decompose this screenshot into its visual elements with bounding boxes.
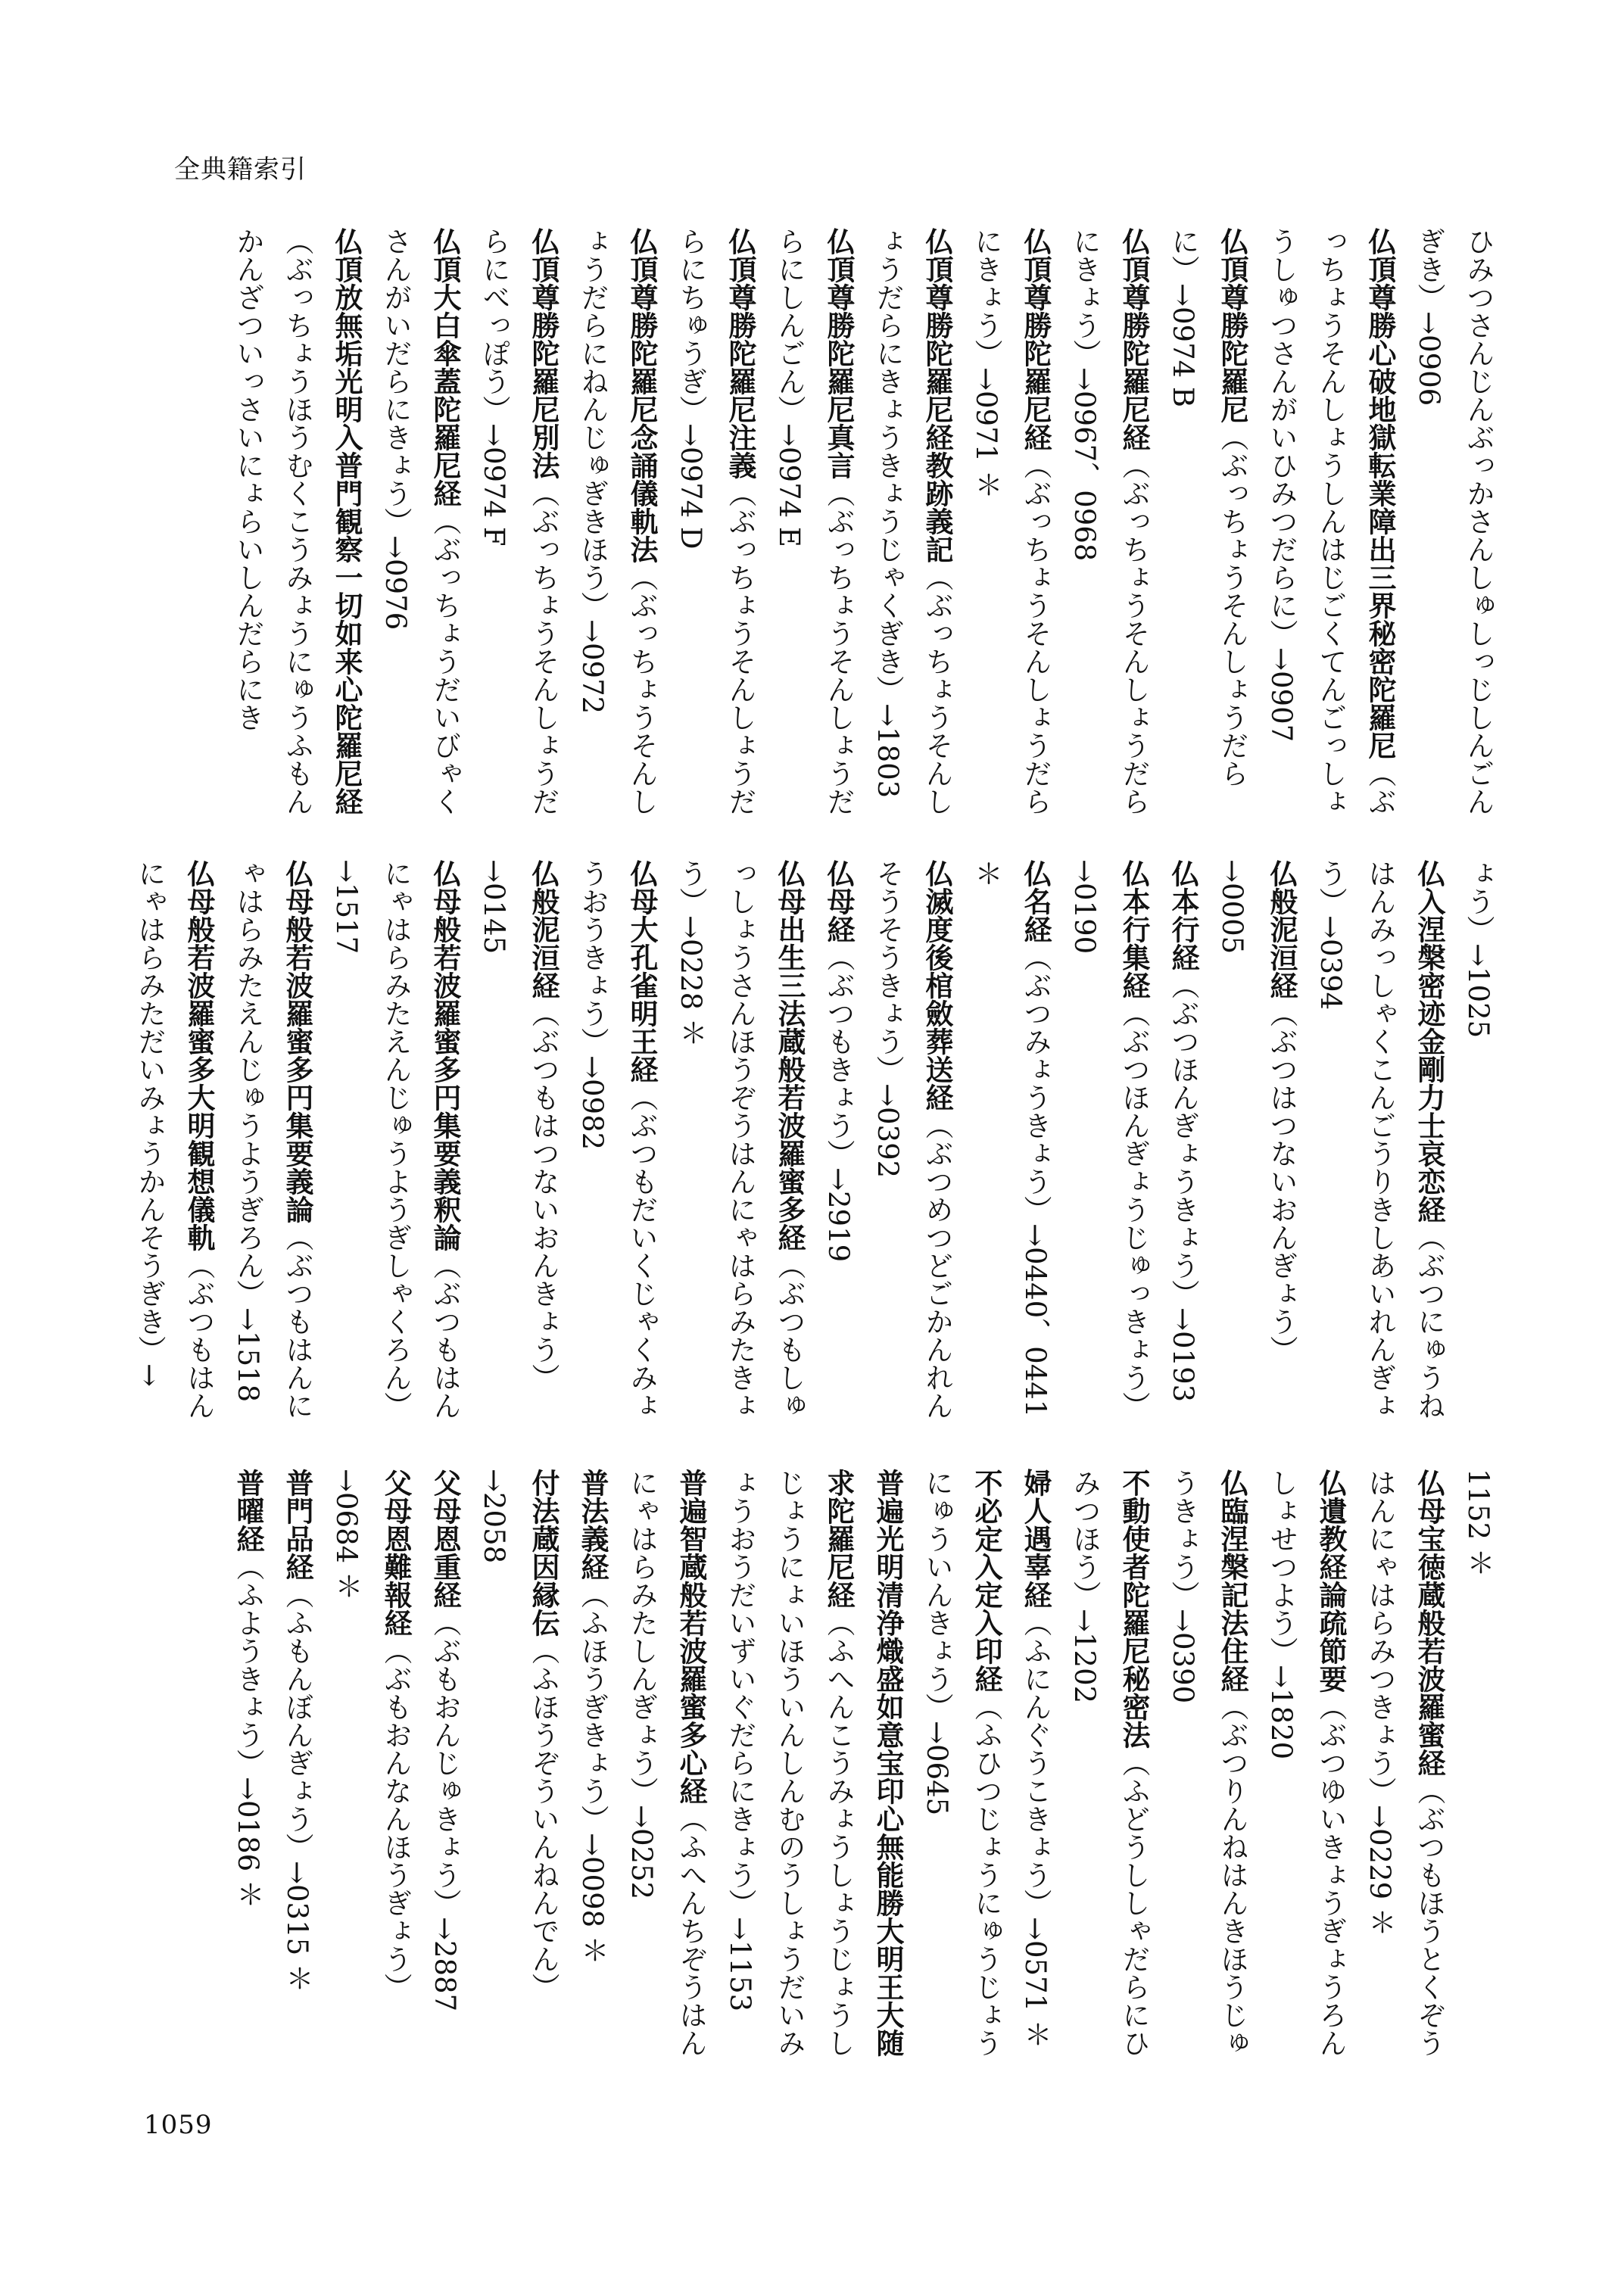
- entry-reading: ょう）→1025: [1462, 859, 1495, 1039]
- index-entry: [1011, 1469, 1060, 2067]
- index-entry: [1454, 859, 1503, 1435]
- entry-heading: 仏般泥洹経: [527, 859, 560, 999]
- entry-reading: （ぶっちょうそんしょうだらにねんじゅぎきほう）→0972: [576, 227, 658, 815]
- index-entry: [420, 1469, 469, 2067]
- entry-reading: （ふひつじょうにゅうじょうにゅういんきょう）→0645: [921, 1469, 1002, 2057]
- index-entry: [223, 1469, 273, 2067]
- entry-heading: 普遍智蔵般若波羅蜜多心経: [675, 1469, 707, 1805]
- entry-heading: 普遍光明清浄熾盛如意宝印心無能勝大明王大随求陀羅尼経: [822, 1469, 904, 2057]
- index-entry: [469, 859, 568, 1435]
- entry-reading: ひみつさんじんぶっかさんしゅしっじしんごんぎき）→0906: [1413, 227, 1495, 815]
- index-entry: [863, 859, 962, 1435]
- entry-reading: （ぶつはつないおんぎょう）→0005: [1216, 859, 1298, 1363]
- index-entry: [1060, 227, 1158, 825]
- index-entry: [223, 227, 371, 825]
- entry-heading: 不必定入定入印経: [970, 1469, 1002, 1693]
- entry-heading: 仏母宝徳蔵般若波羅蜜経: [1413, 1469, 1445, 1777]
- entry-heading: 仏本行経: [1167, 859, 1199, 971]
- entry-reading: （ぶつりんねはんきほうじゅうきょう）→0390: [1167, 1469, 1248, 2057]
- index-entry: [1060, 1469, 1158, 2067]
- index-entry: [322, 1469, 420, 2067]
- entry-heading: 仏頂尊勝陀羅尼経: [1117, 227, 1150, 451]
- entry-heading: 仏般泥洹経: [1265, 859, 1298, 999]
- index-tier-middle: [129, 859, 1503, 1435]
- entry-reading: （ぶつもだいくじゃくみょうおうきょう）→0982: [576, 859, 658, 1419]
- entry-reading: （ぶつほんぎょうきょう）→0193: [1167, 971, 1199, 1403]
- index-entry: [617, 1469, 715, 2067]
- index-entry: [912, 1469, 1011, 2067]
- index-entry: [568, 859, 666, 1435]
- index-entry: [765, 227, 863, 825]
- index-entry: [962, 227, 1060, 825]
- entry-heading: 仏遺教経論疏節要: [1314, 1469, 1347, 1693]
- entry-heading: 仏母般若波羅蜜多円集要義釈論: [429, 859, 461, 1251]
- entry-heading: 不動使者陀羅尼秘密法: [1117, 1469, 1150, 1749]
- entry-reading: （ぶつもはつないおんきょう）→0145: [478, 859, 560, 1391]
- index-entry: [715, 1469, 912, 2067]
- entry-reading: （ぶつゆいきょうぎょうろんしょせつよう）→1820: [1265, 1469, 1347, 2057]
- entry-reading: （ふへんこうみょうしょうじょうしじょうにょいほういんしんむのうしょうだいみょうおうだいずいぐだらにきょう）→1153: [724, 1469, 855, 2057]
- entry-heading: 父母恩重経: [429, 1469, 461, 1609]
- index-entry: [371, 227, 469, 825]
- index-entry: [666, 859, 814, 1435]
- entry-heading: 仏母般若波羅蜜多円集要義論: [281, 859, 313, 1223]
- index-entry: [1404, 227, 1503, 825]
- entry-reading: （ぶつほんぎょうじゅっきょう）→0190: [1068, 859, 1150, 1419]
- entry-reading: （ぶつにゅうねはんみっしゃくこんごうりきしあいれんぎょう）→0394: [1314, 859, 1445, 1419]
- entry-reading: （ふほうぞういんねんでん）→2058: [478, 1469, 560, 2001]
- entry-reading: （ふにんぐうこきょう）→0571 ＊: [1019, 1609, 1052, 2048]
- entry-heading: 付法蔵因縁伝: [527, 1469, 560, 1637]
- entry-reading: （ぶつみょうきょう）→0440、0441 ＊: [970, 859, 1052, 1418]
- index-entry: [1306, 859, 1454, 1435]
- entry-reading: （ぶっちょうそんしょうだらにちゅうぎ）→0974 D: [675, 227, 756, 815]
- entry-heading: 父母恩難報経: [379, 1469, 412, 1637]
- index-entry: [1355, 1469, 1454, 2067]
- entry-reading: （ぶっちょうそんしょうだらにきょう）→0971 ＊: [970, 227, 1052, 815]
- entry-heading: 仏頂尊勝陀羅尼念誦儀軌法: [625, 227, 658, 563]
- entry-heading: 仏頂尊勝陀羅尼経教跡義記: [921, 227, 953, 563]
- index-tier-top: [129, 227, 1503, 825]
- index-entry: [1158, 227, 1257, 825]
- entry-reading: （ぶっちょうそんしょうだらにべっぽう）→0974 F: [478, 227, 560, 815]
- entry-reading: （ぶもおんじゅきょう）→2887: [429, 1609, 461, 2012]
- entry-heading: 仏母経: [822, 859, 855, 943]
- index-entry: [469, 1469, 568, 2067]
- entry-heading: 仏臨涅槃記法住経: [1216, 1469, 1248, 1693]
- entry-heading: 仏母般若波羅蜜多大明観想儀軌: [182, 859, 215, 1251]
- index-entry: [469, 227, 568, 825]
- entry-heading: 婦人遇辜経: [1019, 1469, 1052, 1609]
- index-entry: [1257, 227, 1404, 825]
- entry-reading: （ふようきょう）→0186 ＊: [232, 1553, 264, 1908]
- entry-heading: 仏滅度後棺斂葬送経: [921, 859, 953, 1111]
- index-entry: [1158, 859, 1208, 1435]
- entry-heading: 普曜経: [232, 1469, 264, 1553]
- entry-heading: 仏頂大白傘蓋陀羅尼経: [429, 227, 461, 507]
- entry-heading: 仏母出生三法蔵般若波羅蜜多経: [773, 859, 806, 1251]
- entry-heading: 仏名経: [1019, 859, 1052, 943]
- entry-heading: 普法義経: [576, 1469, 609, 1581]
- index-entry: [223, 859, 322, 1435]
- index-entry: [568, 227, 666, 825]
- entry-heading: 仏頂放無垢光明入普門観察一切如来心陀羅尼経: [330, 227, 363, 815]
- entry-heading: 普門品経: [281, 1469, 313, 1581]
- entry-reading: （ぶっちょうそんしょうしんはじごくてんごっしょうしゅつさんがいひみつだらに）→0907: [1265, 227, 1396, 815]
- entry-reading: （ぶっちょうそんしょうだらにきょう）→0967、0968: [1068, 227, 1150, 815]
- index-entry: [129, 859, 223, 1435]
- entry-reading: （ぶっちょうほうむくこうみょうにゅうふもんかんざついっさいにょらいしんだらにき: [232, 227, 313, 815]
- entry-reading: （ぶつもほうとくぞうはんにゃはらみつきょう）→0229 ＊: [1364, 1469, 1445, 2057]
- entry-reading: （ぶつもはんにゃはらみただいみょうかんそうぎき）→: [133, 859, 215, 1419]
- entry-reading: （ぶっちょうそんしょうだらにしんごん）→0974 E: [773, 227, 855, 815]
- entry-heading: 仏頂尊勝陀羅尼別法: [527, 227, 560, 479]
- entry-reading: 1152 ＊: [1462, 1469, 1495, 1577]
- index-entry: [863, 227, 962, 825]
- entry-heading: 仏頂尊勝陀羅尼真言: [822, 227, 855, 479]
- index-entry: [814, 859, 863, 1435]
- index-entry: [1454, 1469, 1503, 2067]
- entry-reading: （ぶつもはんにゃはらみたえんじゅうようぎしゃくろん）→1517: [330, 859, 461, 1419]
- entry-reading: （ぶつもはんにゃはらみたえんじゅうようぎろん）→1518: [232, 859, 313, 1419]
- entry-reading: （ふどうししゃだらにひみつほう）→1202: [1068, 1469, 1150, 2057]
- entry-heading: 仏頂尊勝陀羅尼経: [1019, 227, 1052, 451]
- entry-reading: （ぶつめつどごかんれんそうそうきょう）→0392: [871, 859, 953, 1419]
- entry-reading: （ふもんぼんぎょう）→0315 ＊: [281, 1581, 313, 1992]
- entry-reading: （ぶもおんなんほうぎょう）→0684 ＊: [330, 1469, 412, 2001]
- entry-reading: （ぶっちょうそんしょうだらにきょうきょうじゃくぎき）→1803: [871, 227, 953, 815]
- index-entry: [1158, 1469, 1257, 2067]
- entry-heading: 仏頂尊勝陀羅尼注義: [724, 227, 756, 479]
- entry-reading: （ふへんちぞうはんにゃはらみたしんぎょう）→0252: [625, 1469, 707, 2057]
- entry-reading: （ぶつもきょう）→2919: [822, 943, 855, 1263]
- index-entry: [568, 1469, 617, 2067]
- entry-heading: 仏入涅槃密迹金剛力士哀恋経: [1413, 859, 1445, 1223]
- index-entry: [273, 1469, 322, 2067]
- entry-heading: 仏本行集経: [1117, 859, 1150, 999]
- page-number: 1059: [144, 2110, 213, 2140]
- running-header: 全典籍索引: [174, 154, 307, 185]
- index-entry: [666, 227, 765, 825]
- index-entry: [1060, 859, 1158, 1435]
- entry-reading: （ぶっちょうだいびゃくさんがいだらにきょう）→0976: [379, 227, 461, 815]
- index-entry: [1257, 1469, 1355, 2067]
- index-entry: [962, 859, 1060, 1435]
- entry-reading: （ぶつもしゅっしょうさんほうぞうはんにゃはらみたきょう）→0228 ＊: [675, 859, 806, 1419]
- entry-heading: 仏頂尊勝心破地獄転業障出三界秘密陀羅尼: [1364, 227, 1396, 759]
- entry-reading: （ふほうぎきょう）→0098 ＊: [576, 1581, 609, 1964]
- entry-reading: （ぶっちょうそんしょうだらに）→0974 B: [1167, 227, 1248, 787]
- index-entry: [322, 859, 469, 1435]
- entry-heading: 仏頂尊勝陀羅尼: [1216, 227, 1248, 423]
- entry-heading: 仏母大孔雀明王経: [625, 859, 658, 1083]
- index-entry: [1208, 859, 1306, 1435]
- index-tier-bottom: [129, 1469, 1503, 2067]
